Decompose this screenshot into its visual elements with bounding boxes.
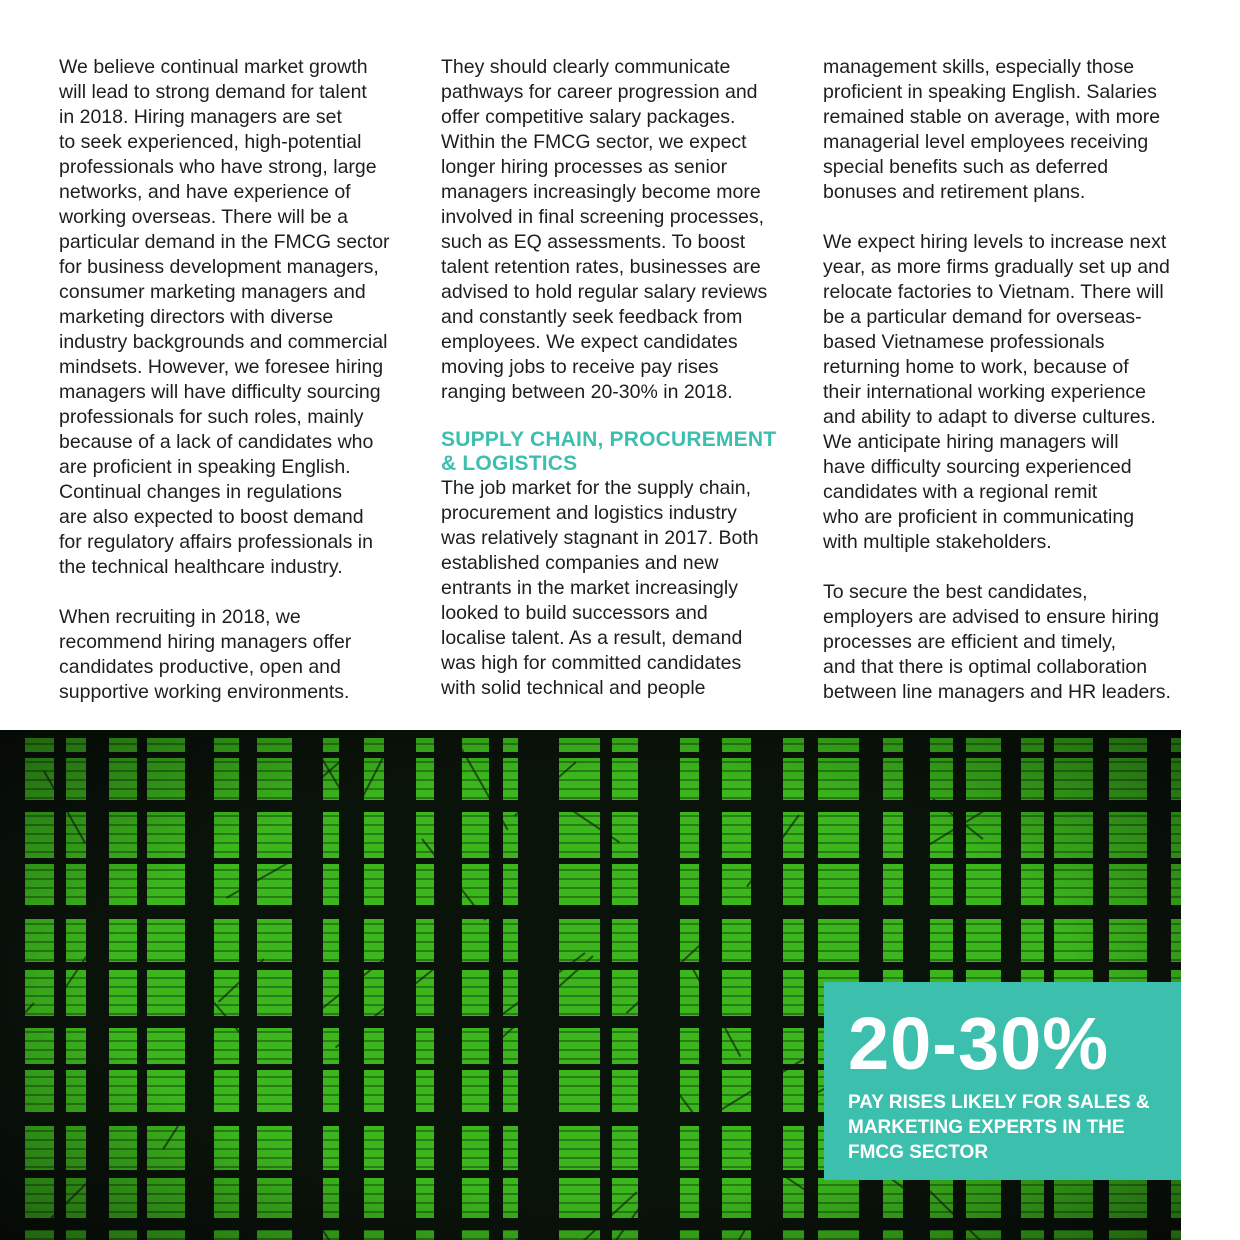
section-heading: SUPPLY CHAIN, PROCUREMENT & LOGISTICS xyxy=(441,428,777,475)
text-column-2 xyxy=(441,55,791,701)
body-paragraph: The job market for the supply chain, procurement and logistics industry was relatively stagnant in 2017. Both established companies and new entrants in the market increasingly looked to build successors and localise talent. As a result, demand was high for committed candidates with solid technical and people xyxy=(441,477,759,699)
text-column-3 xyxy=(823,55,1173,705)
body-paragraph: management skills, especially those proficient in speaking English. Salaries remained stable on average, with more managerial level employees receiving special benefits such as deferred bonuses and retirement plans. xyxy=(823,56,1161,203)
text-column-1 xyxy=(59,55,409,705)
body-paragraph: To secure the best candidates, employers are advised to ensure hiring processes are efficient and timely, and that there is optimal collaboration between line managers and HR leaders. xyxy=(823,581,1171,703)
body-paragraph: When recruiting in 2018, we recommend hiring managers offer candidates productive, open and supportive working environments. xyxy=(59,606,352,703)
stat-callout xyxy=(824,982,1181,1180)
body-paragraph: They should clearly communicate pathways for career progression and offer competitive salary packages. Within the FMCG sector, we expect longer hiring processes as senior managers increasingly become more involved in final screening processes, such as EQ assessments. To boost talent retention rates, businesses are advised to hold regular salary reviews and constantly seek feedback from employees. We expect candidates moving jobs to receive pay rises ranging between 20-30% in 2018. xyxy=(441,56,768,403)
body-paragraph: We believe continual market growth will lead to strong demand for talent in 2018. Hiring managers are set to seek experienced, high-potential professionals who have strong, large networks, and have experience of working overseas. There will be a particular demand in the FMCG sector for business development managers, consumer marketing managers and marketing directors with diverse industry backgrounds and commercial mindsets. However, we foresee hiring managers will have difficulty sourcing professionals for such roles, mainly because of a lack of candidates who are proficient in speaking English. Continual changes in regulations are also expected to boost demand for regulatory affairs professionals in the technical healthcare industry. xyxy=(59,56,390,578)
body-paragraph: We expect hiring levels to increase next year, as more firms gradually set up and relocate factories to Vietnam. There will be a particular demand for overseas- based Vietnamese professionals returning home to work, because of their international working experience and ability to adapt to diverse cultures. We anticipate hiring managers will have difficulty sourcing experienced candidates with a regional remit who are proficient in communicating with multiple stakeholders. xyxy=(823,231,1170,553)
stat-caption: PAY RISES LIKELY FOR SALES & MARKETING EXPERTS IN THE FMCG SECTOR xyxy=(848,1092,1150,1163)
stat-figure: 20-30% xyxy=(848,1002,1110,1085)
